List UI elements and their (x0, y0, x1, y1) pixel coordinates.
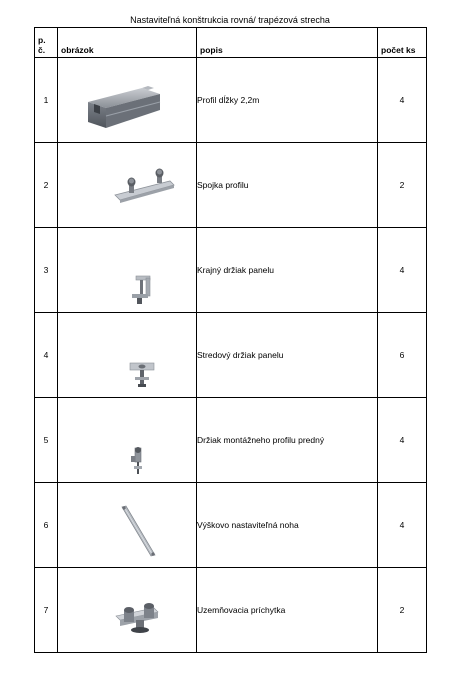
header-image: obrázok (58, 28, 197, 58)
row-number: 4 (35, 313, 58, 398)
row-count: 4 (378, 398, 427, 483)
header-count: počet ks (378, 28, 427, 58)
table-row (35, 228, 427, 313)
aluminium-rail-profile-icon (58, 58, 197, 142)
row-image (58, 58, 197, 143)
row-description: Stredový držiak panelu (197, 313, 378, 398)
row-count: 4 (378, 483, 427, 568)
profile-connector-icon (58, 143, 197, 227)
adjustable-leg-icon (58, 483, 197, 567)
row-description: Spojka profilu (197, 143, 378, 228)
header-description: popis (197, 28, 378, 58)
row-count: 2 (378, 568, 427, 653)
row-count: 4 (378, 228, 427, 313)
table-row (35, 313, 427, 398)
table-row (35, 398, 427, 483)
middle-clamp-icon (58, 313, 197, 397)
row-description: Krajný držiak panelu (197, 228, 378, 313)
row-count: 6 (378, 313, 427, 398)
row-image (58, 568, 197, 653)
row-description: Výškovo nastaviteľná noha (197, 483, 378, 568)
grounding-clip-icon (58, 568, 197, 652)
parts-table (34, 27, 427, 653)
row-description: Držiak montážneho profilu predný (197, 398, 378, 483)
row-description: Uzemňovacia príchytka (197, 568, 378, 653)
row-number: 6 (35, 483, 58, 568)
document-title: Nastaviteľná konštrukcia rovná/ trapézová strecha (130, 15, 330, 25)
row-image (58, 313, 197, 398)
row-image (58, 398, 197, 483)
row-number: 7 (35, 568, 58, 653)
header-number: p. č. (35, 28, 58, 58)
row-count: 4 (378, 58, 427, 143)
table-row (35, 143, 427, 228)
table-row (35, 568, 427, 653)
row-image (58, 143, 197, 228)
table-header-row (35, 28, 427, 58)
row-number: 3 (35, 228, 58, 313)
row-number: 2 (35, 143, 58, 228)
table-row (35, 58, 427, 143)
row-image (58, 483, 197, 568)
row-description: Profil dĺžky 2,2m (197, 58, 378, 143)
front-profile-holder-icon (58, 398, 197, 482)
row-image (58, 228, 197, 313)
row-count: 2 (378, 143, 427, 228)
end-clamp-icon (58, 228, 197, 312)
row-number: 5 (35, 398, 58, 483)
table-row (35, 483, 427, 568)
row-number: 1 (35, 58, 58, 143)
